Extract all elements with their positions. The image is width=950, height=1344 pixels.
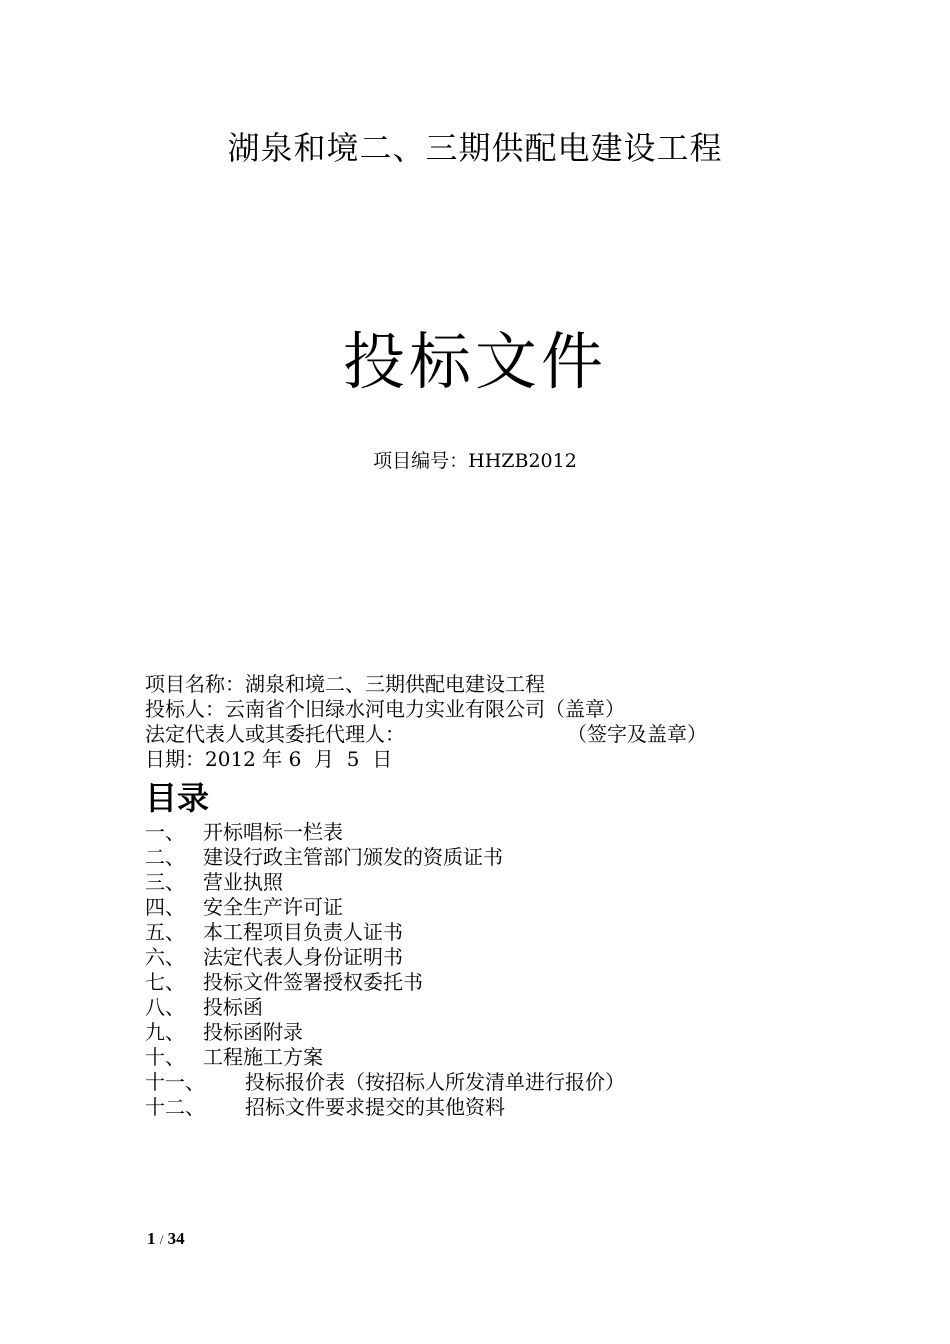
bidder-line: 投标人：云南省个旧绿水河电力实业有限公司（盖章） <box>145 697 625 721</box>
toc-item-text: 开标唱标一栏表 <box>203 820 343 844</box>
toc-item-number: 四、 <box>145 895 185 919</box>
toc-item <box>145 1045 765 1070</box>
toc-item <box>145 1095 765 1120</box>
toc-item <box>145 895 765 920</box>
toc-item-text: 营业执照 <box>203 870 283 894</box>
toc-item <box>145 920 765 945</box>
toc-item-number: 十二、 <box>145 1095 205 1119</box>
bid-info-block <box>145 672 745 772</box>
toc-item-text: 招标文件要求提交的其他资料 <box>245 1095 505 1119</box>
toc-item <box>145 995 765 1020</box>
toc-item <box>145 870 765 895</box>
toc-item <box>145 945 765 970</box>
project-title: 湖泉和境二、三期供配电建设工程 <box>227 129 723 167</box>
page-number <box>147 1228 185 1251</box>
toc-item <box>145 845 765 870</box>
toc-item-number: 七、 <box>145 970 185 994</box>
toc-item-text: 投标报价表（按招标人所发清单进行报价） <box>245 1070 625 1094</box>
page-separator: / <box>159 1232 164 1247</box>
toc-item <box>145 820 765 845</box>
toc-item-number: 九、 <box>145 1020 185 1044</box>
toc-item-text: 建设行政主管部门颁发的资质证书 <box>203 845 503 869</box>
toc-item-text: 投标函 <box>203 995 263 1019</box>
toc-item-number: 六、 <box>145 945 185 969</box>
toc-list <box>145 820 765 1120</box>
toc-item-number: 十、 <box>145 1045 185 1069</box>
toc-item-number: 八、 <box>145 995 185 1019</box>
project-code: 项目编号：HHZB2012 <box>373 450 577 472</box>
toc-item-text: 本工程项目负责人证书 <box>203 920 403 944</box>
toc-item <box>145 1020 765 1045</box>
toc-item-text: 工程施工方案 <box>203 1045 323 1069</box>
document-title: 投标文件 <box>342 325 607 398</box>
toc-item <box>145 970 765 995</box>
page-current: 1 <box>147 1229 156 1248</box>
toc-item-number: 二、 <box>145 845 185 869</box>
toc-item-number: 三、 <box>145 870 185 894</box>
toc-item-text: 法定代表人身份证明书 <box>203 945 403 969</box>
toc-item-number: 十一、 <box>145 1070 205 1094</box>
project-name-line: 项目名称：湖泉和境二、三期供配电建设工程 <box>145 672 545 696</box>
toc-item-text: 投标函附录 <box>203 1020 303 1044</box>
table-of-contents <box>145 776 765 1120</box>
date-line: 日期：2012 年 6 月 5 日 <box>145 747 393 771</box>
toc-item-text: 投标文件签署授权委托书 <box>203 970 423 994</box>
toc-item-number: 一、 <box>145 820 185 844</box>
representative-label: 法定代表人或其委托代理人： <box>145 722 405 746</box>
toc-item <box>145 1070 765 1095</box>
toc-item-text: 安全生产许可证 <box>203 895 343 919</box>
page-total: 34 <box>167 1229 185 1248</box>
signature-note: （签字及盖章） <box>567 722 707 746</box>
representative-line <box>145 722 745 747</box>
toc-heading: 目录 <box>145 779 210 817</box>
toc-item-number: 五、 <box>145 920 185 944</box>
